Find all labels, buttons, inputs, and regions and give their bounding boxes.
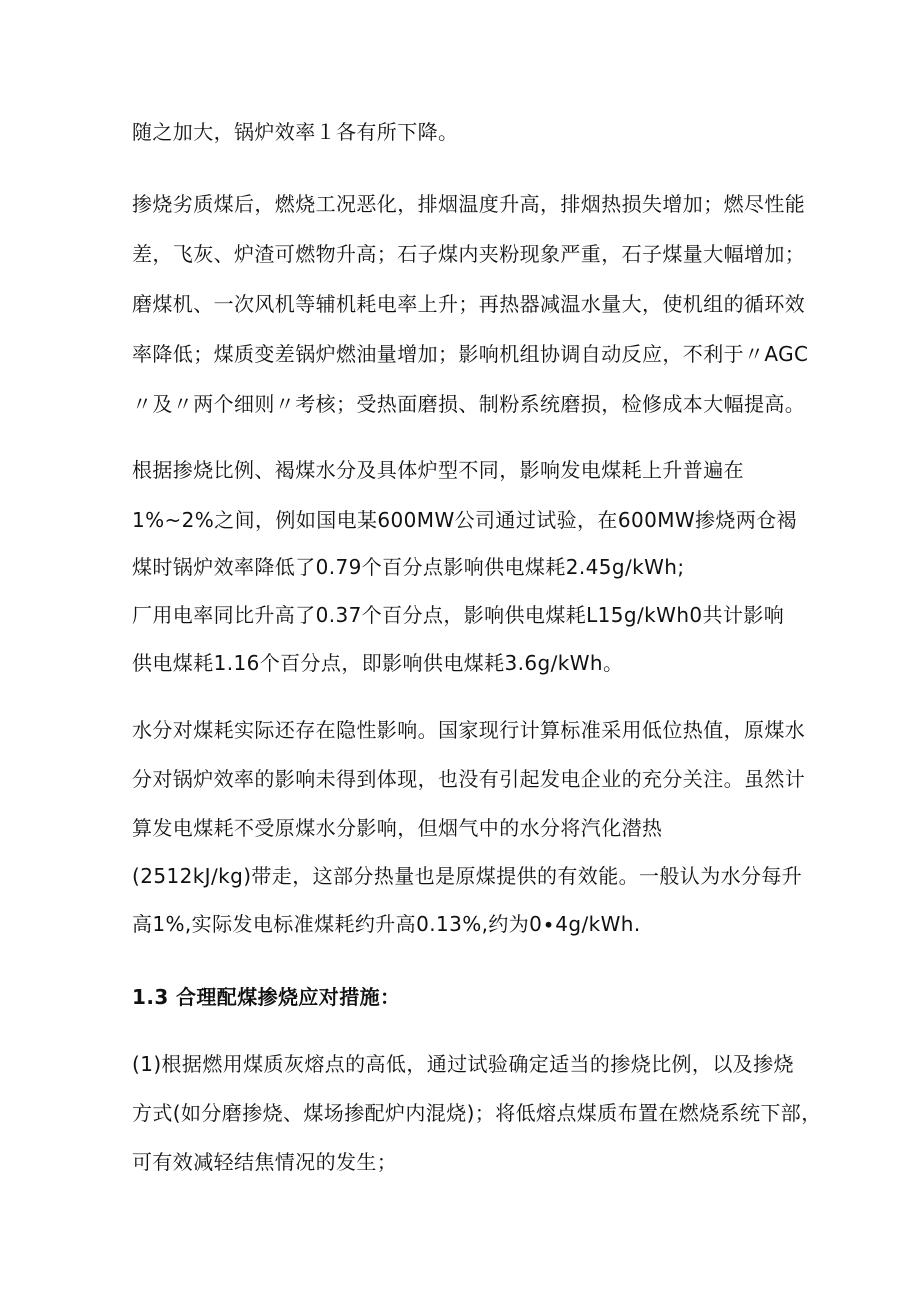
text-line: 率降低；煤质变差锅炉燃油量增加；影响机组协调自动反应，不利于〃AGC <box>132 342 809 366</box>
section-heading: 1.3 合理配煤掺烧应对措施： <box>132 985 401 1009</box>
text-line: 供电煤耗1.16个百分点，即影响供电煤耗3.6g∕kWh。 <box>132 651 624 675</box>
text-line: 可有效减轻结焦情况的发生； <box>132 1150 398 1174</box>
text-line: 差，飞灰、炉渣可燃物升高；石子煤内夹粉现象严重，石子煤量大幅增加； <box>132 242 806 266</box>
text-line: 水分对煤耗实际还存在隐性影响。国家现行计算标准采用低位热值，原煤水 <box>132 718 806 742</box>
text-line: 算发电煤耗不受原煤水分影响，但烟气中的水分将汽化潜热 <box>132 816 663 840</box>
text-line: 1%~2%之间，例如国电某600MW公司通过试验，在600MW掺烧两仓褐 <box>132 508 798 532</box>
text-line: 磨煤机、一次风机等辅机耗电率上升；再热器减温水量大，使机组的循环效 <box>132 292 806 316</box>
text-line: 煤时锅炉效率降低了0.79个百分点影响供电煤耗2.45g∕kWh; <box>132 555 685 579</box>
text-line: 分对锅炉效率的影响未得到体现，也没有引起发电企业的充分关注。虽然计 <box>132 767 806 791</box>
text-line: 根据掺烧比例、褐煤水分及具体炉型不同，影响发电煤耗上升普遍在 <box>132 458 744 482</box>
text-line: (2512kJ∕kg)带走，这部分热量也是原煤提供的有效能。一般认为水分每升 <box>132 864 803 888</box>
text-line: (1)根据燃用煤质灰熔点的高低，通过试验确定适当的掺烧比例，以及掺烧 <box>132 1052 794 1076</box>
text-line: 随之加大，锅炉效率１各有所下降。 <box>132 120 459 144</box>
text-line: 厂用电率同比升高了0.37个百分点，影响供电煤耗L15g∕kWh0共计影响 <box>132 603 785 627</box>
text-line: 掺烧劣质煤后，燃烧工况恶化，排烟温度升高，排烟热损失增加；燃尽性能 <box>132 192 806 216</box>
text-line: 〃及〃两个细则〃考核；受热面磨损、制粉系统磨损，检修成本大幅提高。 <box>132 392 806 416</box>
text-line: 高1%,实际发电标准煤耗约升高0.13%,约为0∙4g∕kWh. <box>132 912 641 936</box>
text-line: 方式(如分磨掺烧、煤场掺配炉内混烧)；将低熔点煤质布置在燃烧系统下部， <box>132 1101 822 1125</box>
